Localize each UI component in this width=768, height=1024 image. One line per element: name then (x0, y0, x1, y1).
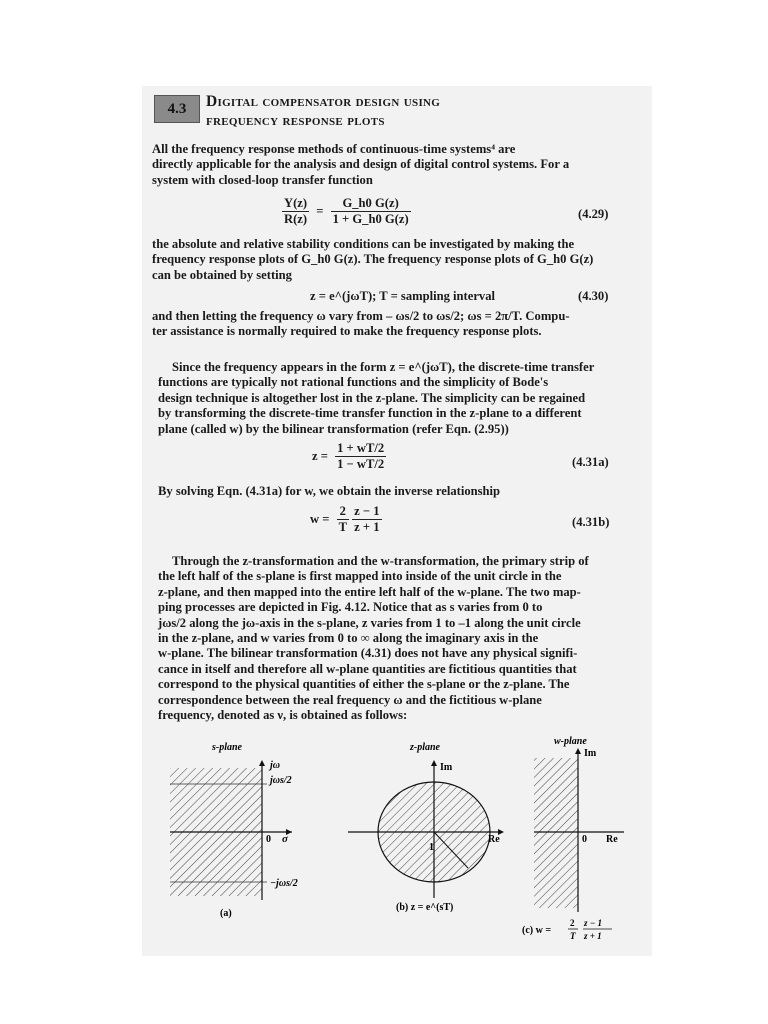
para4-line5: plane (called w) by the bilinear transformation (refer Eqn. (2.95)) (158, 421, 509, 436)
para3-line1: and then letting the frequency ω vary from – ωs/2 to ωs/2; ωs = 2π/T. Compu- (152, 309, 570, 323)
s-plane-origin-label: 0 (266, 834, 271, 845)
eq431a-lhs: z = (312, 449, 328, 463)
w-plane-imag-arrow (575, 748, 581, 754)
s-plane-diagram (170, 742, 298, 919)
w-plane-caption-num: z − 1 (584, 918, 602, 928)
eq431b-fraction (352, 504, 381, 535)
section-number: 4.3 (154, 95, 200, 123)
para6-line10: correspondence between the real frequency ω and the fictitious w-plane (158, 692, 542, 707)
paragraph-frequency-vary (152, 309, 620, 340)
eq431a-number: (4.31a) (572, 455, 609, 469)
w-plane-title: w-plane (554, 736, 587, 747)
w-plane-caption-coef-den: T (570, 931, 576, 941)
eq431a-num: 1 + wT/2 (337, 441, 385, 455)
z-plane-im-label: Im (440, 762, 453, 773)
w-plane-hatched-half (534, 758, 578, 908)
eq431a-fraction (335, 441, 386, 472)
w-plane-origin-label: 0 (582, 834, 587, 845)
eq429-lhs-den: R(z) (284, 212, 308, 226)
section-title (206, 92, 626, 130)
section-heading (152, 92, 632, 134)
z-plane-imag-arrow (431, 760, 437, 766)
w-plane-caption-den: z + 1 (584, 931, 602, 941)
para6-line2: the left half of the s-plane is first mapped into inside of the unit circle in the (158, 569, 562, 584)
s-plane-caption: (a) (220, 908, 232, 919)
para6-line4: ping processes are depicted in Fig. 4.12. Notice that as s varies from 0 to (158, 600, 543, 615)
para1-line2: directly applicable for the analysis and design of digital control systems. For a (152, 157, 570, 172)
eq429-rhs-fraction (331, 196, 411, 227)
s-plane-jw-label: jω (270, 760, 281, 771)
z-plane-radius-label: 1 (429, 842, 434, 853)
eq429-rhs-den: 1 + G_h0 G(z) (332, 212, 409, 226)
s-plane-bottom-label: −jωs/2 (270, 878, 298, 889)
equation-4-31b (310, 504, 382, 535)
s-plane-top-label: jωs/2 (270, 775, 292, 786)
para1-line3: system with closed-loop transfer function (152, 172, 373, 187)
eq431a-den: 1 − wT/2 (337, 457, 385, 471)
eq431b-coef-den: T (338, 520, 347, 534)
para6-line6: in the z-plane, and w varies from 0 to ∞ along the imaginary axis in the (158, 631, 539, 646)
eq429-number: (4.29) (578, 207, 609, 221)
para6-line8: cance in itself and therefore all w-plane quantities are fictitious quantities that (158, 661, 577, 676)
para2-line2: frequency response plots of G_h0 G(z). The frequency response plots of G_h0 G(z) (152, 252, 594, 267)
section-title-line1: Digital compensator design using (206, 93, 441, 110)
para6-line5: jωs/2 along the jω-axis in the s-plane, z varies from 1 to –1 along the unit circle (158, 615, 581, 630)
equation-4-29 (282, 196, 411, 227)
para6-line9: correspond to the physical quantities of either the s-plane or the z-plane. The (158, 677, 570, 692)
z-plane-re-label: Re (488, 834, 500, 845)
w-plane-caption-lhs: (c) w = (522, 925, 552, 936)
para4-line2: functions are typically not rational functions and the simplicity of Bode's (158, 375, 549, 390)
z-plane-caption: (b) z = e^(sT) (396, 902, 454, 913)
para6-line7: w-plane. The bilinear transformation (4.31) does not have any physical signifi- (158, 646, 578, 661)
para4-line4: by transforming the discrete-time transfer function in the z-plane to a different (158, 406, 582, 421)
paragraph-inverse (158, 484, 622, 499)
s-plane-title: s-plane (212, 742, 242, 753)
w-plane-diagram (522, 736, 624, 941)
eq431b-coef-fraction (337, 504, 349, 535)
para2-line3: can be obtained by setting (152, 267, 292, 282)
para4-line1: Since the frequency appears in the form z = e^(jωT), the discrete-time transfer (172, 360, 595, 374)
s-plane-sigma-label: σ (282, 833, 288, 845)
para4-line3: design technique is altogether lost in the z-plane. The simplicity can be regained (158, 390, 586, 405)
z-plane-diagram (348, 742, 504, 913)
para5-line1: By solving Eqn. (4.31a) for w, we obtain the inverse relationship (158, 484, 501, 498)
para6-line11: frequency, denoted as ν, is obtained as follows: (158, 708, 408, 723)
figure-4-12 (142, 728, 652, 950)
eq429-lhs-fraction (282, 196, 309, 227)
equation-4-31a (312, 441, 386, 472)
paragraph-bilinear-intro (158, 360, 622, 437)
paragraph-mapping (158, 554, 622, 723)
paragraph-stability (152, 237, 620, 283)
eq431b-number: (4.31b) (572, 515, 610, 529)
w-plane-caption-coef-num: 2 (570, 918, 575, 928)
eq430-number: (4.30) (578, 289, 609, 303)
s-plane-imag-arrow (259, 760, 265, 766)
eq429-rhs-num: G_h0 G(z) (331, 196, 411, 212)
eq431b-lhs: w = (310, 512, 330, 526)
eq431b-num: z − 1 (354, 504, 380, 518)
eq429-lhs-num: Y(z) (284, 196, 308, 210)
w-plane-re-label: Re (606, 834, 618, 845)
eq431b-den: z + 1 (354, 520, 380, 534)
eq429-equals: = (316, 204, 324, 218)
para3-line2: ter assistance is normally required to make the frequency response plots. (152, 324, 542, 339)
z-plane-title: z-plane (410, 742, 440, 753)
paragraph-intro (152, 142, 620, 188)
section-title-line2: frequency response plots (206, 112, 385, 129)
para1-line1: All the frequency response methods of continuous-time systems⁴ are (152, 142, 516, 156)
w-plane-im-label: Im (584, 748, 597, 759)
equation-4-30: z = e^(jωT); T = sampling interval (310, 289, 496, 303)
para6-line3: z-plane, and then mapped into the entire left half of the w-plane. The two map- (158, 584, 581, 599)
eq431b-coef-num: 2 (337, 504, 349, 520)
para6-line1: Through the z-transformation and the w-transformation, the primary strip of (172, 554, 589, 568)
para2-line1: the absolute and relative stability conditions can be investigated by making the (152, 237, 575, 251)
